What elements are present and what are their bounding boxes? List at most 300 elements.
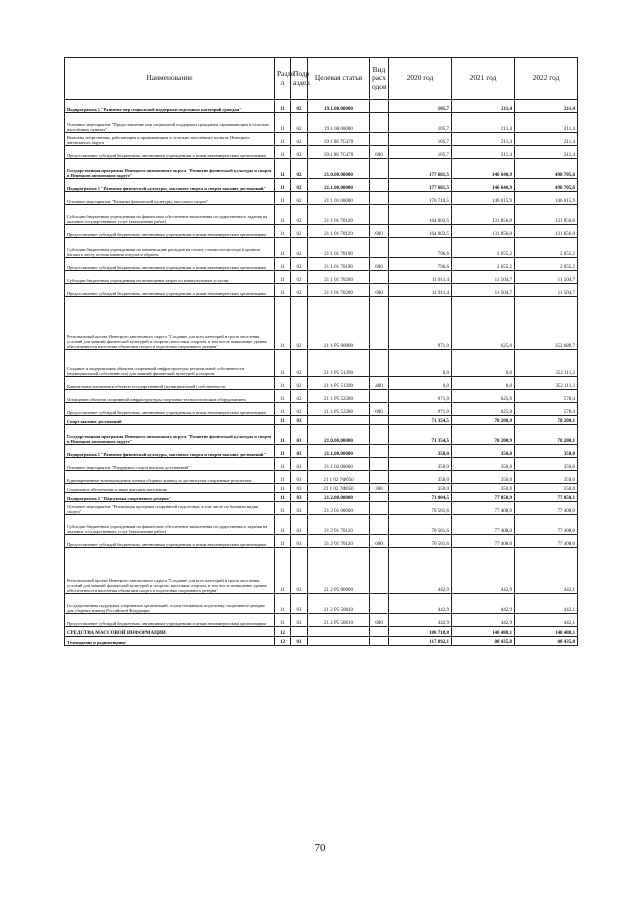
cell-name: Государственная поддержка спортивных организаций, осуществляющих подготовку спортивного резерва для сборных команд Российской Федерации [65, 594, 275, 614]
cell-vid [370, 515, 389, 535]
cell-vid [370, 425, 389, 445]
cell-target: 21 1 P5 51390 [308, 350, 370, 377]
cell-name: Спорт высших достижений [65, 416, 275, 425]
cell-podrazdel: 03 [291, 416, 308, 425]
cell-podrazdel: 03 [291, 484, 308, 493]
cell-podrazdel: 02 [291, 258, 308, 271]
cell-2020: 176 710,5 [389, 192, 452, 205]
cell-name: Единовременные вознаграждения членам сборных команд за достигнутые спортивные результаты [65, 471, 275, 484]
cell-2020: 11 911,4 [389, 271, 452, 284]
cell-razdel: 11 [275, 258, 291, 271]
cell-target [308, 637, 370, 646]
cell-2021: 350,0 [452, 484, 515, 493]
cell-vid: 600 [370, 258, 389, 271]
cell-razdel: 11 [275, 133, 291, 146]
table-row [65, 515, 578, 535]
cell-2021: 11 504,7 [452, 284, 515, 297]
cell-name: Субсидии бюджетным учреждениям на финансовое обеспечение выполнения государственного задания на оказание государственных услуг (выполнение работ) [65, 205, 275, 225]
cell-2021: 11 504,7 [452, 271, 515, 284]
cell-vid [370, 205, 389, 225]
budget-table [64, 57, 578, 646]
table-body [65, 100, 578, 646]
cell-2020: 971,0 [389, 403, 452, 416]
cell-target: 21.1.00.00000 [308, 445, 370, 458]
cell-name: Предоставление субсидий бюджетным, автономным учреждениям и иным некоммерческим организациям [65, 535, 275, 548]
col-header-2022: 2022 год [515, 58, 578, 100]
cell-target: 21.0.00.00000 [308, 159, 370, 179]
table-row [65, 159, 578, 179]
cell-name: Предоставление субсидий бюджетным, автономным учреждениям и иным некоммерческим организациям [65, 614, 275, 627]
cell-podrazdel: 02 [291, 350, 308, 377]
cell-name: Телевидение и радиовещание [65, 637, 275, 646]
cell-name: Государственная программа Ненецкого автономного округа "Развитие физической культуры и спорта в Ненецком автономном округе" [65, 425, 275, 445]
cell-razdel: 11 [275, 403, 291, 416]
cell-podrazdel: 02 [291, 159, 308, 179]
cell-2021: 350,0 [452, 458, 515, 471]
cell-vid [370, 350, 389, 377]
table-row [65, 458, 578, 471]
table-row [65, 297, 578, 350]
cell-vid: 600 [370, 225, 389, 238]
cell-2022: 78 200,1 [515, 416, 578, 425]
cell-2021: 146 640,9 [452, 159, 515, 179]
cell-target: 21 1 01 70120 [308, 225, 370, 238]
cell-2020: 164 002,5 [389, 225, 452, 238]
cell-razdel: 11 [275, 548, 291, 594]
cell-vid [370, 133, 389, 146]
cell-2022: 78 200,1 [515, 425, 578, 445]
table-row [65, 614, 578, 627]
cell-2021: 350,0 [452, 471, 515, 484]
cell-2020: 164 002,5 [389, 205, 452, 225]
table-row [65, 133, 578, 146]
cell-podrazdel: 02 [291, 225, 308, 238]
cell-name: Создание и модернизация объектов спортивной инфраструктуры региональной собственности (муниципальной собственности) для занятий физической культурой и спортом [65, 350, 275, 377]
table-row [65, 100, 578, 113]
cell-razdel: 11 [275, 425, 291, 445]
cell-vid [370, 502, 389, 515]
cell-target [308, 627, 370, 637]
cell-razdel: 11 [275, 594, 291, 614]
cell-target: 21 1 01 70120 [308, 205, 370, 225]
cell-name: Предоставление субсидий бюджетным, автономным учреждениям и иным некоммерческим организациям [65, 146, 275, 159]
cell-2020: 0,0 [389, 377, 452, 390]
cell-2022: 578,4 [515, 390, 578, 403]
col-header-podrazdel: Подр аздел [291, 58, 308, 100]
cell-vid [370, 179, 389, 192]
cell-2021: 131 856,0 [452, 205, 515, 225]
cell-target: 21 2 01 00000 [308, 502, 370, 515]
table-row [65, 113, 578, 133]
cell-2020: 105,7 [389, 133, 452, 146]
table-row [65, 403, 578, 416]
cell-podrazdel: 03 [291, 594, 308, 614]
cell-2022: 88 435,8 [515, 637, 578, 646]
cell-name: Региональный проект Ненецкого автономного округа "Создание для всех категорий и групп населения условий для занятий физической культурой и спортом, массовым спортом, в том числе повышение уровня обеспеченности населения объектами спорта и подготовка спортивного резерва" [65, 297, 275, 350]
cell-name: Субсидии бюджетным учреждениям на компенсацию расходов на оплату стоимости проезда и провоза багажа к месту использования отпуска и обратно [65, 238, 275, 258]
table-row [65, 445, 578, 458]
cell-2020: 177 681,5 [389, 179, 452, 192]
cell-name: Основное мероприятие "Реализация программ спортивной подготовки, в том числе по базовым видам спорта" [65, 502, 275, 515]
cell-2020: 177 681,5 [389, 159, 452, 179]
cell-name: Региональный проект Ненецкого автономного округа "Создание для всех категорий и групп населения условий для занятий физической культурой и спортом, массовым спортом, в том числе повышение уровня обеспеченности населения объектами спорта и подготовка спортивного резерва" [65, 548, 275, 594]
cell-podrazdel: 03 [291, 445, 308, 458]
cell-name: Предоставление субсидий бюджетным, автономным учреждениям и иным некоммерческим организациям [65, 284, 275, 297]
cell-razdel: 11 [275, 225, 291, 238]
cell-razdel: 11 [275, 159, 291, 179]
cell-2020: 350,0 [389, 445, 452, 458]
cell-vid [370, 416, 389, 425]
cell-2020: 971,0 [389, 297, 452, 350]
cell-target: 21.0.00.00000 [308, 425, 370, 445]
cell-name: Выплаты спортсменам, работающим и проживающим в сельских населённых пунктах Ненецкого автономного округа [65, 133, 275, 146]
cell-vid: 600 [370, 146, 389, 159]
cell-2022: 131 856,0 [515, 205, 578, 225]
cell-2021: 442,9 [452, 548, 515, 594]
cell-vid [370, 471, 389, 484]
cell-vid [370, 445, 389, 458]
cell-2022: 148 488,1 [515, 627, 578, 637]
cell-podrazdel: 02 [291, 192, 308, 205]
cell-2022: 2 655,2 [515, 258, 578, 271]
cell-2022: 350,0 [515, 471, 578, 484]
cell-podrazdel: 02 [291, 146, 308, 159]
cell-2020: 442,9 [389, 614, 452, 627]
cell-podrazdel: 02 [291, 297, 308, 350]
page-number: 70 [314, 842, 326, 854]
cell-2021: 78 200,9 [452, 416, 515, 425]
col-header-2020: 2020 год [389, 58, 452, 100]
cell-name: Подпрограмма 1 "Развитие физической культуры, массового спорта и спорта высших достижений" [65, 179, 275, 192]
cell-2021: 211,4 [452, 113, 515, 133]
cell-razdel: 12 [275, 627, 291, 637]
cell-razdel: 11 [275, 205, 291, 225]
cell-podrazdel: 03 [291, 458, 308, 471]
cell-podrazdel: 02 [291, 179, 308, 192]
cell-name: Капитальные вложения в объекты государственной (муниципальной) собственности [65, 377, 275, 390]
col-header-target: Целевая статья [308, 58, 370, 100]
cell-podrazdel: 03 [291, 614, 308, 627]
cell-podrazdel: 02 [291, 238, 308, 258]
cell-2020: 971,0 [389, 390, 452, 403]
table-row [65, 238, 578, 258]
cell-name: Оснащение объектов спортивной инфраструктуры спортивно-технологическим оборудованием [65, 390, 275, 403]
cell-target: 19.1.00.00000 [308, 100, 370, 113]
table-row [65, 627, 578, 637]
cell-podrazdel: 03 [291, 471, 308, 484]
table-row [65, 594, 578, 614]
table-row [65, 377, 578, 390]
cell-2021: 0,0 [452, 350, 515, 377]
table-row [65, 225, 578, 238]
cell-name: Основное мероприятие "Поддержка спорта высших достижений" [65, 458, 275, 471]
cell-podrazdel: 02 [291, 205, 308, 225]
cell-name: Подпрограмма 1 "Развитие физической культуры, массового спорта и спорта высших достижений" [65, 445, 275, 458]
cell-vid [370, 159, 389, 179]
cell-podrazdel: 02 [291, 377, 308, 390]
cell-vid [370, 594, 389, 614]
cell-2021: 77 408,0 [452, 515, 515, 535]
cell-2020: 105,7 [389, 113, 452, 133]
table-row [65, 502, 578, 515]
cell-2022: 350,0 [515, 445, 578, 458]
cell-podrazdel: 02 [291, 113, 308, 133]
cell-2022: 77 850,1 [515, 493, 578, 502]
cell-vid: 600 [370, 284, 389, 297]
cell-name: Государственная программа Ненецкого автономного округа "Развитие физической культуры и спорта в Ненецком автономном округе" [65, 159, 275, 179]
cell-razdel: 11 [275, 515, 291, 535]
cell-2022: 498 705,6 [515, 179, 578, 192]
cell-2020: 71 004,5 [389, 493, 452, 502]
cell-target: 21 1 P5 52280 [308, 390, 370, 403]
cell-vid: 400 [370, 377, 389, 390]
cell-2022: 578,4 [515, 403, 578, 416]
cell-vid: 600 [370, 403, 389, 416]
cell-2022: 350,0 [515, 458, 578, 471]
cell-podrazdel [291, 627, 308, 637]
cell-vid: 600 [370, 614, 389, 627]
budget-table-sheet [64, 57, 577, 646]
cell-podrazdel: 02 [291, 284, 308, 297]
cell-2021: 211,4 [452, 100, 515, 113]
cell-razdel: 11 [275, 192, 291, 205]
cell-razdel: 11 [275, 146, 291, 159]
cell-2020: 796,6 [389, 258, 452, 271]
cell-vid [370, 390, 389, 403]
table-row [65, 493, 578, 502]
cell-name: Предоставление субсидий бюджетным, автономным учреждениям и иным некоммерческим организациям [65, 225, 275, 238]
cell-target: 21 2 P5 50810 [308, 594, 370, 614]
cell-2022: 146 015,9 [515, 192, 578, 205]
cell-podrazdel: 03 [291, 493, 308, 502]
cell-razdel: 11 [275, 350, 291, 377]
cell-razdel: 11 [275, 502, 291, 515]
cell-2020: 0,0 [389, 350, 452, 377]
cell-target: 21 1 P5 52280 [308, 403, 370, 416]
cell-2021: 442,9 [452, 614, 515, 627]
cell-target: 19 1 08 7С470 [308, 133, 370, 146]
cell-2020: 442,9 [389, 594, 452, 614]
cell-2021: 148 488,1 [452, 627, 515, 637]
col-header-2021: 2021 год [452, 58, 515, 100]
cell-2021: 88 435,8 [452, 637, 515, 646]
cell-vid [370, 548, 389, 594]
cell-2020: 796,6 [389, 238, 452, 258]
cell-2022: 77 408,0 [515, 502, 578, 515]
cell-2021: 131 856,0 [452, 225, 515, 238]
cell-target: 21 2 P5 00000 [308, 548, 370, 594]
cell-2020: 350,0 [389, 458, 452, 471]
cell-name: Подпрограмма 2 "Подготовка спортивного резерва" [65, 493, 275, 502]
cell-name: СРЕДСТВА МАССОВОЙ ИНФОРМАЦИИ [65, 627, 275, 637]
cell-2022: 211,4 [515, 100, 578, 113]
cell-podrazdel: 02 [291, 403, 308, 416]
cell-podrazdel: 02 [291, 133, 308, 146]
col-header-vid: Вид расх одов [370, 58, 389, 100]
table-row [65, 471, 578, 484]
table-row [65, 284, 578, 297]
cell-razdel: 11 [275, 535, 291, 548]
cell-2021: 625,0 [452, 403, 515, 416]
cell-razdel: 12 [275, 637, 291, 646]
table-row [65, 425, 578, 445]
cell-razdel: 11 [275, 484, 291, 493]
cell-vid [370, 297, 389, 350]
table-row [65, 146, 578, 159]
cell-target: 21 2 P5 50810 [308, 614, 370, 627]
cell-vid [370, 100, 389, 113]
cell-2021: 0,0 [452, 377, 515, 390]
cell-2022: 498 705,6 [515, 159, 578, 179]
cell-podrazdel: 03 [291, 515, 308, 535]
cell-2021: 146 640,9 [452, 179, 515, 192]
cell-2021: 77 850,9 [452, 493, 515, 502]
cell-razdel: 11 [275, 377, 291, 390]
cell-2020: 350,0 [389, 471, 452, 484]
cell-2021: 625,0 [452, 297, 515, 350]
cell-vid [370, 271, 389, 284]
cell-target: 21 1 01 70200 [308, 284, 370, 297]
cell-target: 21 1 01 70190 [308, 238, 370, 258]
table-row [65, 416, 578, 425]
cell-target: 21 1 02 7Ф050 [308, 471, 370, 484]
cell-podrazdel: 03 [291, 535, 308, 548]
table-row [65, 548, 578, 594]
cell-2020: 105,7 [389, 146, 452, 159]
cell-target: 21.2.00.00000 [308, 493, 370, 502]
cell-vid: 300 [370, 484, 389, 493]
col-header-razdel: Разде л [275, 58, 291, 100]
cell-vid [370, 627, 389, 637]
cell-target: 21 1 P5 51390 [308, 377, 370, 390]
cell-2021: 625,0 [452, 390, 515, 403]
cell-name: Предоставление субсидий бюджетным, автономным учреждениям и иным некоммерческим организациям [65, 403, 275, 416]
table-row [65, 271, 578, 284]
table-row [65, 484, 578, 493]
cell-target: 19.1 08 7С470 [308, 146, 370, 159]
table-row [65, 205, 578, 225]
cell-razdel: 11 [275, 238, 291, 258]
cell-2020: 117 892,1 [389, 637, 452, 646]
cell-podrazdel: 02 [291, 390, 308, 403]
cell-razdel: 11 [275, 100, 291, 113]
cell-2021: 211,4 [452, 146, 515, 159]
table-row [65, 390, 578, 403]
cell-podrazdel: 03 [291, 425, 308, 445]
cell-2021: 211,4 [452, 133, 515, 146]
cell-2022: 11 504,7 [515, 284, 578, 297]
cell-podrazdel: 01 [291, 637, 308, 646]
cell-target: 21 1.01 70190 [308, 258, 370, 271]
cell-name: Основное мероприятие "Развитие физической культуры, массового спорта" [65, 192, 275, 205]
table-row [65, 535, 578, 548]
table-row [65, 192, 578, 205]
cell-2020: 442,9 [389, 548, 452, 594]
cell-2021: 77 408,0 [452, 535, 515, 548]
cell-vid [370, 637, 389, 646]
cell-vid [370, 458, 389, 471]
cell-razdel: 11 [275, 179, 291, 192]
cell-2021: 2 655,2 [452, 258, 515, 271]
table-header-row [65, 58, 578, 100]
cell-2022: 211,4 [515, 133, 578, 146]
cell-2021: 2 655,2 [452, 238, 515, 258]
cell-2020: 70 561,6 [389, 535, 452, 548]
cell-2022: 442,1 [515, 594, 578, 614]
cell-podrazdel: 03 [291, 548, 308, 594]
cell-2022: 352 111,3 [515, 350, 578, 377]
cell-name: Предоставление субсидий бюджетным, автономным учреждениям и иным некоммерческим организациям [65, 258, 275, 271]
table-row [65, 637, 578, 646]
col-header-name: Наименование [65, 58, 275, 100]
cell-name: Субсидии бюджетным учреждениям на финансовое обеспечение выполнения государственного задания на оказание государственных услуг (выполнение работ) [65, 515, 275, 535]
cell-2022: 211,4 [515, 113, 578, 133]
cell-podrazdel: 03 [291, 502, 308, 515]
cell-2021: 350,0 [452, 445, 515, 458]
cell-name: Основное мероприятие "Предоставление мер социальной поддержки гражданам, проживающим в сельских населённых пунктах" [65, 113, 275, 133]
cell-name: Социальное обеспечение и иные выплаты населению [65, 484, 275, 493]
cell-2020: 350,0 [389, 484, 452, 493]
cell-2021: 78 200,9 [452, 425, 515, 445]
cell-2022: 2 655,2 [515, 238, 578, 258]
cell-2020: 11 911,4 [389, 284, 452, 297]
cell-2020: 70 561,6 [389, 515, 452, 535]
cell-target: 21 2 01 70120 [308, 535, 370, 548]
cell-razdel: 11 [275, 445, 291, 458]
cell-2021: 146 015,9 [452, 192, 515, 205]
cell-target: 21 1 02 00000 [308, 458, 370, 471]
cell-target [308, 416, 370, 425]
cell-2022: 131 856,0 [515, 225, 578, 238]
cell-2020: 70 561,6 [389, 502, 452, 515]
cell-razdel: 11 [275, 284, 291, 297]
cell-2020: 105,7 [389, 100, 452, 113]
cell-2021: 442,9 [452, 594, 515, 614]
cell-target: 21 1 01 00000 [308, 192, 370, 205]
cell-2022: 77 408,0 [515, 535, 578, 548]
cell-razdel: 11 [275, 416, 291, 425]
cell-2022: 211,4 [515, 146, 578, 159]
cell-podrazdel: 02 [291, 100, 308, 113]
table-row [65, 258, 578, 271]
cell-target: 19 1 08 00000 [308, 113, 370, 133]
cell-2020: 71 354,5 [389, 425, 452, 445]
cell-vid [370, 192, 389, 205]
cell-razdel: 11 [275, 471, 291, 484]
cell-razdel: 11 [275, 297, 291, 350]
cell-name: Подпрограмма 1 "Развитие мер социальной поддержки отдельных категорий граждан" [65, 100, 275, 113]
cell-razdel: 11 [275, 271, 291, 284]
table-row [65, 350, 578, 377]
cell-razdel: 11 [275, 458, 291, 471]
cell-name: Субсидии бюджетным учреждениям на возмещение затрат по коммунальным услугам [65, 271, 275, 284]
cell-target: 21 1 02 7Ф050 [308, 484, 370, 493]
cell-2020: 71 354,5 [389, 416, 452, 425]
cell-razdel: 11 [275, 113, 291, 133]
cell-2022: 352 689,7 [515, 297, 578, 350]
cell-target: 21.1.00.00000 [308, 179, 370, 192]
cell-vid [370, 493, 389, 502]
cell-2022: 442,1 [515, 548, 578, 594]
cell-vid [370, 113, 389, 133]
cell-razdel: 11 [275, 493, 291, 502]
cell-2022: 11 504,7 [515, 271, 578, 284]
cell-vid [370, 238, 389, 258]
cell-2022: 442,1 [515, 614, 578, 627]
cell-2021: 77 408,0 [452, 502, 515, 515]
cell-podrazdel: 02 [291, 271, 308, 284]
cell-target: 21 2 01 70120 [308, 515, 370, 535]
